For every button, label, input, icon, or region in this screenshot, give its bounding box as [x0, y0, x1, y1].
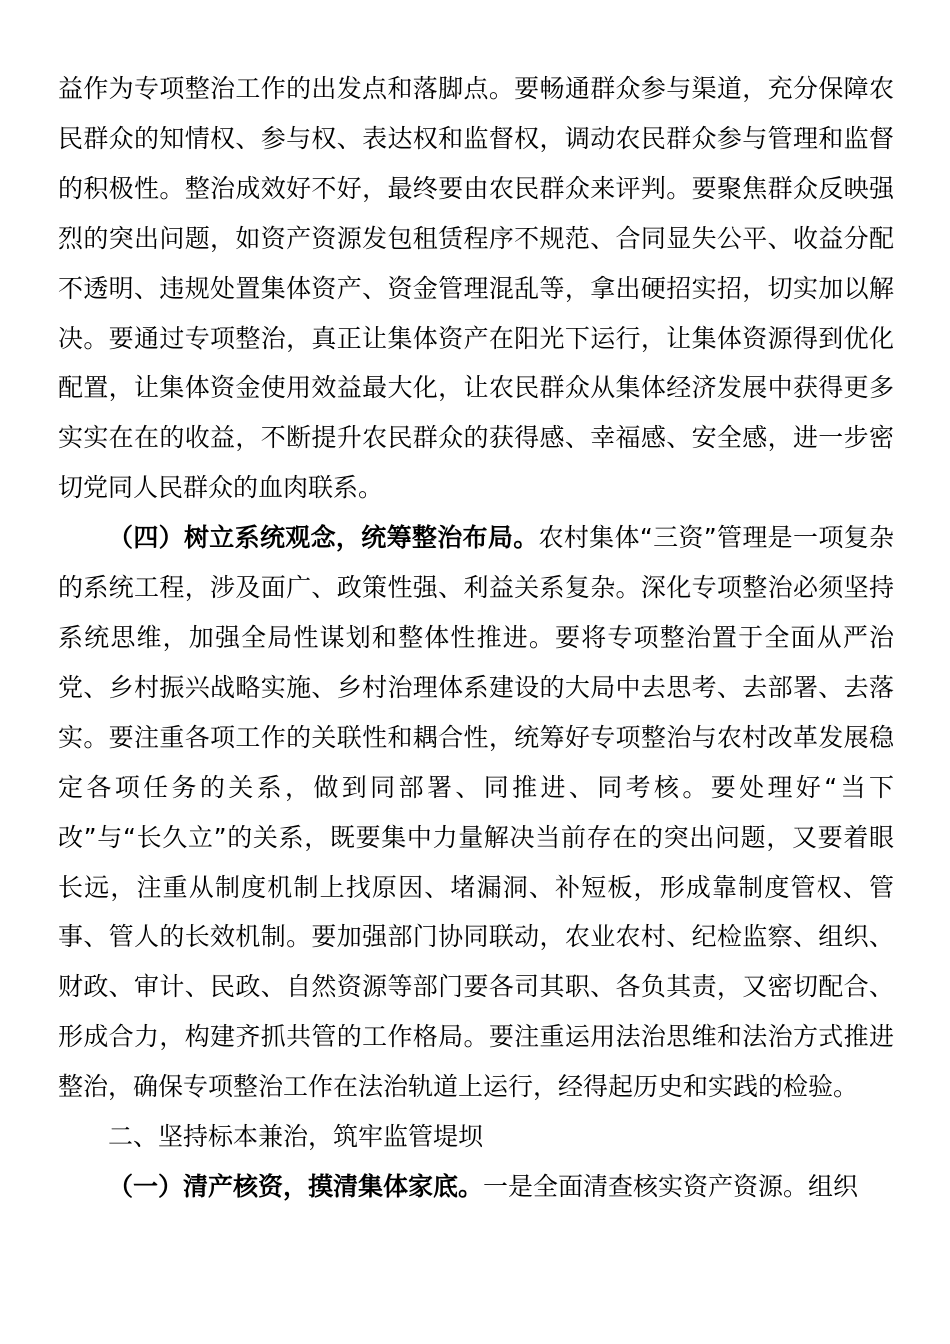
section-paragraph-one — [58, 1162, 894, 1212]
document-page — [58, 64, 894, 1212]
section-heading-one: （一）清产核资，摸清集体家底。 — [108, 1171, 484, 1201]
body-paragraph-continuation: 益作为专项整治工作的出发点和落脚点。要畅通群众参与渠道，充分保障农民群众的知情权、参与权、表达权和监督权，调动农民群众参与管理和监督的积极性。整治成效好不好，最终要由农民群众来评判。要聚焦群众反映强烈的突出问题，如资产资源发包租赁程序不规范、合同显失公平、收益分配不透明、违规处置集体资产、资金管理混乱等，拿出硬招实招，切实加以解决。要通过专项整治，真正让集体资产在阳光下运行，让集体资源得到优化配置，让集体资金使用效益最大化，让农民群众从集体经济发展中获得更多实实在在的收益，不断提升农民群众的获得感、幸福感、安全感，进一步密切党同人民群众的血肉联系。 — [58, 74, 894, 503]
chapter-heading-two: 二、坚持标本兼治，筑牢监管堤坝 — [108, 1122, 484, 1152]
section-paragraph-four — [58, 513, 894, 1112]
section-heading-four: （四）树立系统观念，统筹整治布局。 — [108, 523, 539, 553]
section-body-four: 农村集体“三资”管理是一项复杂的系统工程，涉及面广、政策性强、利益关系复杂。深化专项整治必须坚持系统思维，加强全局性谋划和整体性推进。要将专项整治置于全面从严治党、乡村振兴战略实施、乡村治理体系建设的大局中去思考、去部署、去落实。要注重各项工作的关联性和耦合性，统筹好专项整治与农村改革发展稳定各项任务的关系，做到同部署、同推进、同考核。要处理好“当下改”与“长久立”的关系，既要集中力量解决当前存在的突出问题，又要着眼长远，注重从制度机制上找原因、堵漏洞、补短板，形成靠制度管权、管事、管人的长效机制。要加强部门协同联动，农业农村、纪检监察、组织、财政、审计、民政、自然资源等部门要各司其职、各负其责，又密切配合、形成合力，构建齐抓共管的工作格局。要注重运用法治思维和法治方式推进整治，确保专项整治工作在法治轨道上运行，经得起历史和实践的检验。 — [58, 523, 894, 1102]
section-body-one: 一是全面清查核实资产资源。组织 — [483, 1171, 859, 1201]
